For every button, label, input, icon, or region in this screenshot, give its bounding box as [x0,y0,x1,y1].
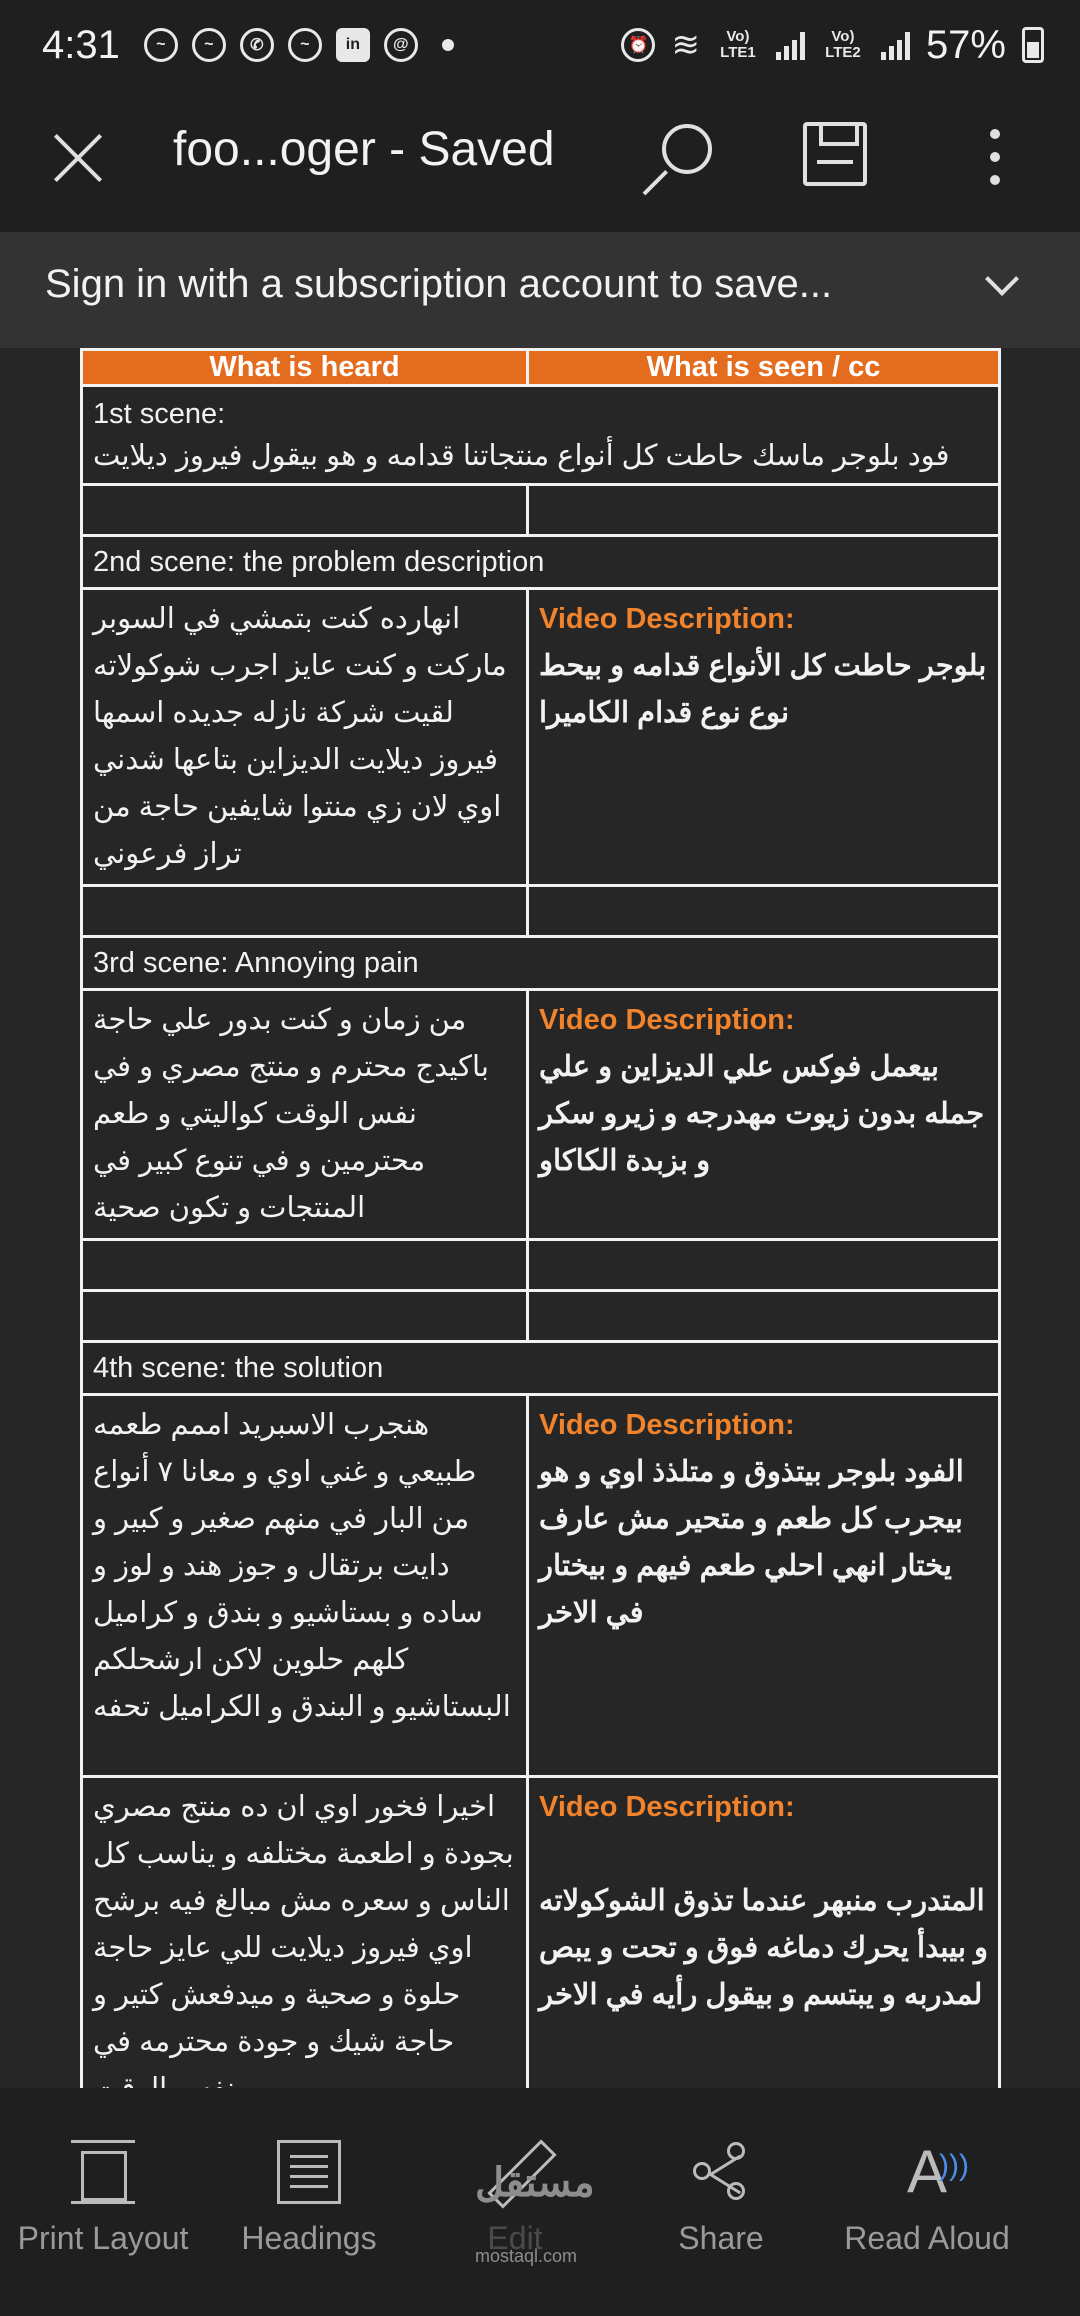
more-notifications-icon [442,39,454,51]
wifi-icon: ≋ [671,26,700,64]
whatsapp-icon: ✆ [240,28,274,62]
alarm-icon: ⏰ [621,28,655,62]
headings-button[interactable] [206,2088,412,2316]
network-label-1: Vo) LTE1 [720,28,756,61]
share-label: Share [678,2220,764,2256]
table-row [82,485,1000,536]
notification-icons [144,28,454,62]
table-row [82,1395,1000,1777]
messenger-icon: ~ [192,28,226,62]
table-row [82,1240,1000,1291]
print-layout-icon [71,2140,135,2204]
headings-icon [277,2140,341,2204]
table-row [82,937,1000,990]
linkedin-icon: in [336,28,370,62]
search-icon[interactable] [640,122,720,202]
title-bar [0,90,1080,232]
read-aloud-button[interactable] [824,2088,1030,2316]
header-heard: What is heard [82,350,528,386]
document-title[interactable]: foo...oger - Saved [173,123,555,176]
scene3-heard: من زمان و كنت بدور علي حاجة باكيدج محترم و منتج مصري و في نفس الوقت كواليتي و طعم محترمين و في تنوع كبير في المنتجات و تكون صحية [82,990,528,1240]
save-icon[interactable] [803,122,867,186]
share-button[interactable] [618,2088,824,2316]
read-aloud-icon: A ))) [906,2138,969,2205]
chevron-down-icon[interactable] [985,262,1019,296]
scene2-seen: بلوجر حاطت كل الأنواع قدامه و بيحط نوع نوع قدام الكاميرا [539,650,987,729]
scene3-seen: بيعمل فوكس علي الديزاين و علي جمله بدون زيوت مهدرجه و زيرو سكر و بزبدة الكاكاو [539,1051,985,1177]
print-layout-label: Print Layout [17,2220,189,2256]
table-row [82,990,1000,1240]
document-canvas[interactable] [0,348,1080,2088]
read-aloud-label: Read Aloud [844,2220,1010,2256]
watermark-url: mostaql.com [475,2246,578,2266]
table-row [82,1342,1000,1395]
battery-percent: 57% [925,22,1006,67]
scene1-text: فود بلوجر ماسك حاطت كل أنواع منتجاتنا قدامه و هو بيقول فيروز ديلايت [93,440,950,472]
headings-label: Headings [241,2220,377,2256]
signin-banner[interactable] [0,232,1080,348]
status-time: 4:31 [42,22,120,67]
scene2-heard: انهارده كنت بتمشي في السوبر ماركت و كنت عايز اجرب شوكولاته لقيت شركة نازله جديده اسمها فيروز ديلايت الديزاين بتاعها شدني اوي لان زي منتوا شايفين حاجة من تراز فرعوني [82,589,528,886]
edit-label: Edit [487,2220,543,2256]
messenger-icon: ~ [144,28,178,62]
scene4-vd-label: Video Description: [539,1409,795,1441]
table-row [82,886,1000,937]
messenger-icon: ~ [288,28,322,62]
more-options-icon[interactable] [975,125,1015,189]
scene4-title: 4th scene: the solution [82,1342,1000,1395]
network-label-2: Vo) LTE2 [825,28,861,61]
scene3-title: 3rd scene: Annoying pain [82,937,1000,990]
scene5-seen: المتدرب منبهر عندما تذوق الشوكولاته و بيبدأ يحرك دماغه فوق و تحت و يبص لمدربه و يبتسم و بيقول رأيه في الاخر [539,1885,988,2011]
table-row [82,386,1000,485]
scene2-title: 2nd scene: the problem description [82,536,1000,589]
table-row [82,1777,1000,2121]
threads-icon: @ [384,28,418,62]
signal-icon [776,30,805,60]
scene4-seen: الفود بلوجر بيتذوق و متلذذ اوي و هو بيجرب كل طعم و متحير مش عارف يختار انهي احلي طعم فيهم و بيختار في الاخر [539,1456,964,1629]
table-row [82,536,1000,589]
table-row [82,589,1000,886]
close-icon[interactable] [50,130,106,186]
table-row [82,1291,1000,1342]
scene2-vd-label: Video Description: [539,603,795,635]
scene1-title: 1st scene: [93,398,226,430]
status-right [621,0,1044,90]
signal-icon [881,30,910,60]
status-bar [0,0,1080,90]
print-layout-button[interactable] [0,2088,206,2316]
battery-icon [1022,27,1044,63]
scene4-heard: هنجرب الاسبريد اممم طعمه طبيعي و غني اوي و معانا ٧ أنواع من البار في منهم صغير و كبير و دايت برتقال و جوز هند و لوز و ساده و بستاشيو و بندق و كراميل كلهم حلوين لاكن ارشحلكم البستاشيو و البندق و الكراميل تحفه [82,1395,528,1777]
table-header-row [82,350,1000,386]
header-seen: What is seen / cc [528,350,1000,386]
signin-text: Sign in with a subscription account to save... [45,262,833,306]
share-icon [689,2140,753,2204]
scene5-vd-label: Video Description: [539,1791,795,1823]
scene5-heard: اخيرا فخور اوي ان ده منتج مصري بجودة و اطعمة مختلفه و يناسب كل الناس و سعره مش مبالغ فيه برشح اوي فيروز ديلايت للي عايز حاجة حلوة و صحية و ميدفعش كتير و حاجة شيك و جودة محترمه في [82,1777,528,2121]
scene3-vd-label: Video Description: [539,1004,795,1036]
watermark-logo: مستقل [475,2161,595,2205]
script-table [80,348,1001,2122]
